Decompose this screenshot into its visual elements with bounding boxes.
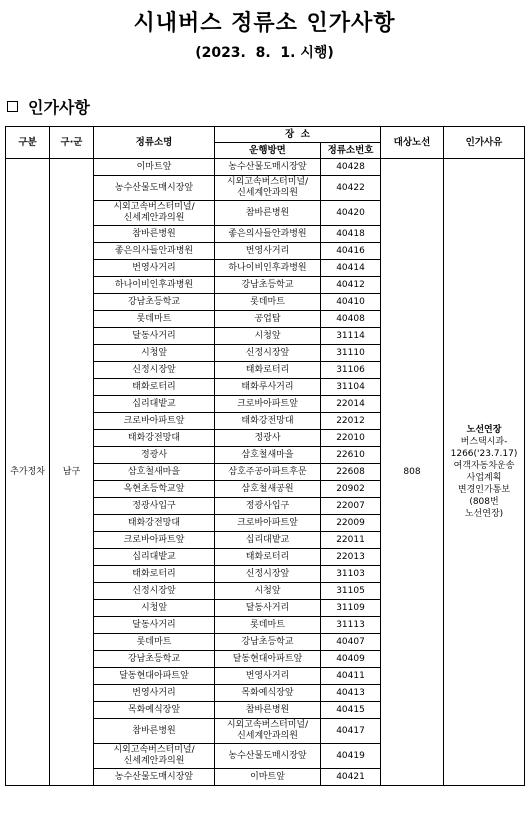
stop-name-cell: 옥현초등학교앞: [94, 481, 215, 498]
stop-name-cell: 신정시장앞: [94, 362, 215, 379]
header-stop-name: 정류소명: [94, 127, 215, 159]
direction-cell: 농수산물도매시장앞: [215, 744, 321, 769]
stop-number-cell: 22012: [321, 413, 381, 430]
header-stop-number: 정류소번호: [321, 143, 381, 159]
stop-name-cell: 시청앞: [94, 345, 215, 362]
stop-name-cell: 좋은의사들안과병원: [94, 243, 215, 260]
stop-name-cell: 태화로터리: [94, 379, 215, 396]
direction-cell: 롯데마트: [215, 617, 321, 634]
stop-number-cell: 31105: [321, 583, 381, 600]
stop-name-cell: 달동현대아파트앞: [94, 668, 215, 685]
direction-cell: 롯데마트: [215, 294, 321, 311]
direction-cell: 시외고속버스터미널/ 신세계안과의원: [215, 176, 321, 201]
stop-number-cell: 40412: [321, 277, 381, 294]
direction-cell: 신정시장앞: [215, 566, 321, 583]
stop-name-cell: 태화강전망대: [94, 515, 215, 532]
stop-name-cell: 시외고속버스터미널/ 신세계안과의원: [94, 744, 215, 769]
stop-number-cell: 22009: [321, 515, 381, 532]
stop-number-cell: 40421: [321, 769, 381, 786]
stop-name-cell: 신정시장앞: [94, 583, 215, 600]
stop-number-cell: 22007: [321, 498, 381, 515]
direction-cell: 크로바아파트앞: [215, 515, 321, 532]
header-district: 구·군: [50, 127, 94, 159]
stop-number-cell: 40418: [321, 226, 381, 243]
route-cell: 808: [381, 159, 444, 786]
stop-name-cell: 태화강전망대: [94, 430, 215, 447]
stop-name-cell: 롯데마트: [94, 311, 215, 328]
header-location: 장 소: [215, 127, 381, 143]
stop-number-cell: 40414: [321, 260, 381, 277]
direction-cell: 강남초등학교: [215, 277, 321, 294]
direction-cell: 태화로터리: [215, 362, 321, 379]
direction-cell: 크로바아파트앞: [215, 396, 321, 413]
category-cell: 추가정차: [6, 159, 50, 786]
direction-cell: 강남초등학교: [215, 634, 321, 651]
direction-cell: 태화로터리: [215, 549, 321, 566]
stop-name-cell: 삼호철새마을: [94, 464, 215, 481]
stop-name-cell: 태화로터리: [94, 566, 215, 583]
stop-number-cell: 20902: [321, 481, 381, 498]
direction-cell: 신정시장앞: [215, 345, 321, 362]
stop-name-cell: 참바른병원: [94, 226, 215, 243]
stop-name-cell: 달동사거리: [94, 328, 215, 345]
effective-date: (2023. 8. 1. 시행): [195, 45, 334, 61]
stop-name-cell: 강남초등학교: [94, 294, 215, 311]
direction-cell: 번영사거리: [215, 243, 321, 260]
stop-number-cell: 40407: [321, 634, 381, 651]
reason-line: 버스택시과-: [460, 437, 508, 447]
direction-cell: 좋은의사들안과병원: [215, 226, 321, 243]
stop-number-cell: 40422: [321, 176, 381, 201]
stop-number-cell: 40428: [321, 159, 381, 176]
stop-number-cell: 40408: [321, 311, 381, 328]
direction-cell: 참바른병원: [215, 201, 321, 226]
stop-name-cell: 정광사: [94, 447, 215, 464]
direction-cell: 공업탑: [215, 311, 321, 328]
stop-number-cell: 40410: [321, 294, 381, 311]
direction-cell: 삼호주공아파트후문: [215, 464, 321, 481]
stop-name-cell: 크로바아파트앞: [94, 413, 215, 430]
section-label: 인가사항: [28, 98, 90, 117]
page-title: 시내버스 정류소 인가사항: [133, 11, 396, 36]
stop-number-cell: 31103: [321, 566, 381, 583]
stop-number-cell: 22610: [321, 447, 381, 464]
stop-number-cell: 31114: [321, 328, 381, 345]
stop-number-cell: 22011: [321, 532, 381, 549]
direction-cell: 시외고속버스터미널/ 신세계안과의원: [215, 719, 321, 744]
reason-line: 1266('23.7.17): [450, 449, 518, 459]
stop-name-cell: 롯데마트: [94, 634, 215, 651]
square-bullet-icon: [7, 101, 18, 112]
stop-name-cell: 농수산물도매시장앞: [94, 176, 215, 201]
stop-name-cell: 십리대밭교: [94, 549, 215, 566]
reason-cell: [444, 159, 525, 786]
reason-line: (808번: [469, 497, 499, 507]
stop-number-cell: 40417: [321, 719, 381, 744]
bus-stop-table: [5, 126, 525, 786]
stop-name-cell: 하나이비인후과병원: [94, 277, 215, 294]
stop-number-cell: 40415: [321, 702, 381, 719]
stop-number-cell: 22010: [321, 430, 381, 447]
stop-number-cell: 31110: [321, 345, 381, 362]
direction-cell: 태화강전망대: [215, 413, 321, 430]
direction-cell: 농수산물도매시장앞: [215, 159, 321, 176]
header-direction: 운행방면: [215, 143, 321, 159]
header-reason: 인가사유: [444, 127, 525, 159]
direction-cell: 달동현대아파트앞: [215, 651, 321, 668]
direction-cell: 하나이비인후과병원: [215, 260, 321, 277]
reason-line: 노선연장): [464, 509, 504, 519]
stop-name-cell: 참바른병원: [94, 719, 215, 744]
direction-cell: 태화루사거리: [215, 379, 321, 396]
direction-cell: 번영사거리: [215, 668, 321, 685]
stop-name-cell: 번영사거리: [94, 685, 215, 702]
stop-number-cell: 22608: [321, 464, 381, 481]
direction-cell: 참바른병원: [215, 702, 321, 719]
stop-number-cell: 22013: [321, 549, 381, 566]
stop-number-cell: 40409: [321, 651, 381, 668]
stop-name-cell: 시청앞: [94, 600, 215, 617]
direction-cell: 시청앞: [215, 583, 321, 600]
stop-number-cell: 31104: [321, 379, 381, 396]
district-cell: 남구: [50, 159, 94, 786]
direction-cell: 시청앞: [215, 328, 321, 345]
stop-name-cell: 농수산물도매시장앞: [94, 769, 215, 786]
reason-title: 노선연장: [466, 425, 502, 435]
reason-line: 여객자동차운송: [453, 461, 515, 471]
header-category: 구분: [6, 127, 50, 159]
reason-line: 사업계획: [466, 473, 502, 483]
stop-name-cell: 정광사입구: [94, 498, 215, 515]
stop-name-cell: 이마트앞: [94, 159, 215, 176]
header-route: 대상노선: [381, 127, 444, 159]
stop-number-cell: 40411: [321, 668, 381, 685]
stop-name-cell: 강남초등학교: [94, 651, 215, 668]
stop-name-cell: 목화예식장앞: [94, 702, 215, 719]
stop-number-cell: 40416: [321, 243, 381, 260]
direction-cell: 정광사입구: [215, 498, 321, 515]
direction-cell: 삼호철새마을: [215, 447, 321, 464]
stop-name-cell: 번영사거리: [94, 260, 215, 277]
stop-name-cell: 시외고속버스터미널/ 신세계안과의원: [94, 201, 215, 226]
section-heading: [7, 95, 90, 118]
direction-cell: 달동사거리: [215, 600, 321, 617]
stop-number-cell: 40413: [321, 685, 381, 702]
stop-number-cell: 40420: [321, 201, 381, 226]
stop-name-cell: 크로바아파트앞: [94, 532, 215, 549]
table-row: [6, 159, 525, 176]
stop-number-cell: 22014: [321, 396, 381, 413]
stop-name-cell: 십리대밭교: [94, 396, 215, 413]
direction-cell: 십리대밭교: [215, 532, 321, 549]
direction-cell: 정광사: [215, 430, 321, 447]
stop-number-cell: 31106: [321, 362, 381, 379]
reason-line: 변경인가통보: [457, 485, 511, 495]
stop-number-cell: 31109: [321, 600, 381, 617]
direction-cell: 삼호철새공원: [215, 481, 321, 498]
stop-number-cell: 40419: [321, 744, 381, 769]
direction-cell: 목화예식장앞: [215, 685, 321, 702]
stop-name-cell: 달동사거리: [94, 617, 215, 634]
stop-number-cell: 31113: [321, 617, 381, 634]
direction-cell: 이마트앞: [215, 769, 321, 786]
